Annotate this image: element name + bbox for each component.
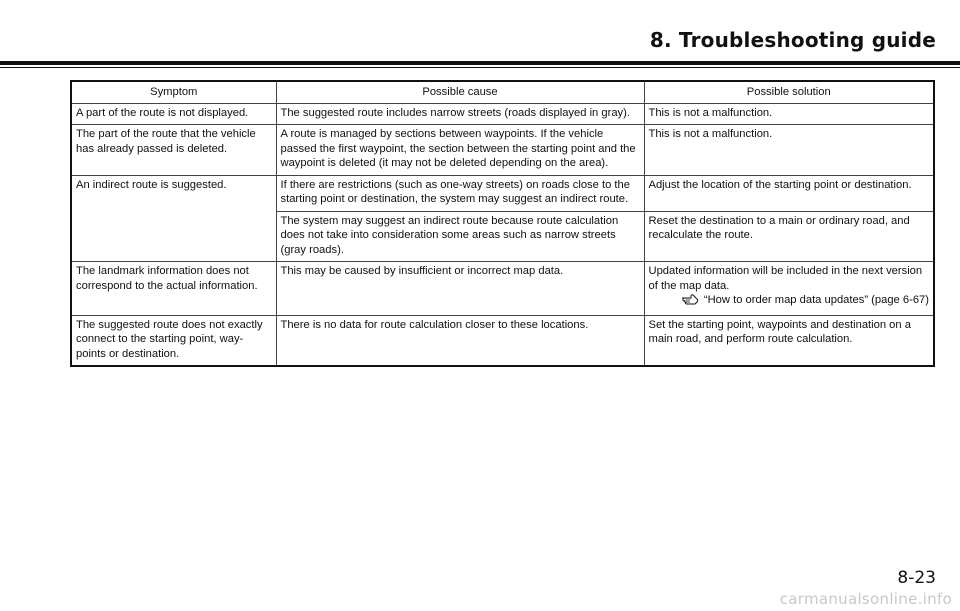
solution-cell: This is not a malfunction. <box>644 125 934 176</box>
solution-cell: This is not a malfunction. <box>644 103 934 125</box>
cause-cell: A route is managed by sections between waypoints. If the vehicle passed the first waypoint, the section between the starting point and the waypoint is deleted (it may not be deleted depending on the area). <box>276 125 644 176</box>
page-header <box>0 0 960 70</box>
solution-cell: Set the starting point, waypoints and destination on a main road, and perform route calculation. <box>644 315 934 366</box>
table-row <box>71 103 934 125</box>
page-title: 8. Troubleshooting guide <box>649 28 936 52</box>
reference-link[interactable]: “How to order map data updates” (page 6-67) <box>703 294 929 306</box>
reference-line <box>649 293 930 311</box>
header-rule-thin <box>0 67 960 68</box>
cause-cell: There is no data for route calculation closer to these locations. <box>276 315 644 366</box>
solution-cell: Reset the destination to a main or ordinary road, and recalculate the route. <box>644 211 934 262</box>
cause-cell: The suggested route includes narrow streets (roads displayed in gray). <box>276 103 644 125</box>
troubleshooting-table <box>70 80 935 367</box>
symptom-cell: An indirect route is suggested. <box>71 175 276 262</box>
table-row <box>71 262 934 316</box>
column-header-symptom: Symptom <box>71 81 276 103</box>
symptom-cell: The part of the route that the vehicle has already passed is deleted. <box>71 125 276 176</box>
watermark: carmanualsonline.info <box>779 590 952 608</box>
solution-text: Updated information will be included in the next version of the map data. <box>648 265 923 292</box>
symptom-cell: A part of the route is not displayed. <box>71 103 276 125</box>
cause-cell: If there are restrictions (such as one-way streets) on roads close to the starting point or destination, the system may suggest an indirect route. <box>276 175 644 211</box>
column-header-cause: Possible cause <box>276 81 644 103</box>
solution-cell <box>644 262 934 316</box>
cause-cell: The system may suggest an indirect route because route calculation does not take into consideration some areas such as narrow streets (gray roads). <box>276 211 644 262</box>
solution-cell: Adjust the location of the starting point or destination. <box>644 175 934 211</box>
page-number: 8-23 <box>897 568 936 588</box>
table-row <box>71 315 934 366</box>
table-header-row <box>71 81 934 103</box>
table-row <box>71 175 934 211</box>
column-header-solution: Possible solution <box>644 81 934 103</box>
cause-cell: This may be caused by insufficient or incorrect map data. <box>276 262 644 316</box>
symptom-cell: The suggested route does not exactly connect to the starting point, way-points or destination. <box>71 315 276 366</box>
table-row <box>71 125 934 176</box>
pointing-hand-icon <box>682 293 700 311</box>
header-rule <box>0 61 960 65</box>
symptom-cell: The landmark information does not correspond to the actual information. <box>71 262 276 316</box>
